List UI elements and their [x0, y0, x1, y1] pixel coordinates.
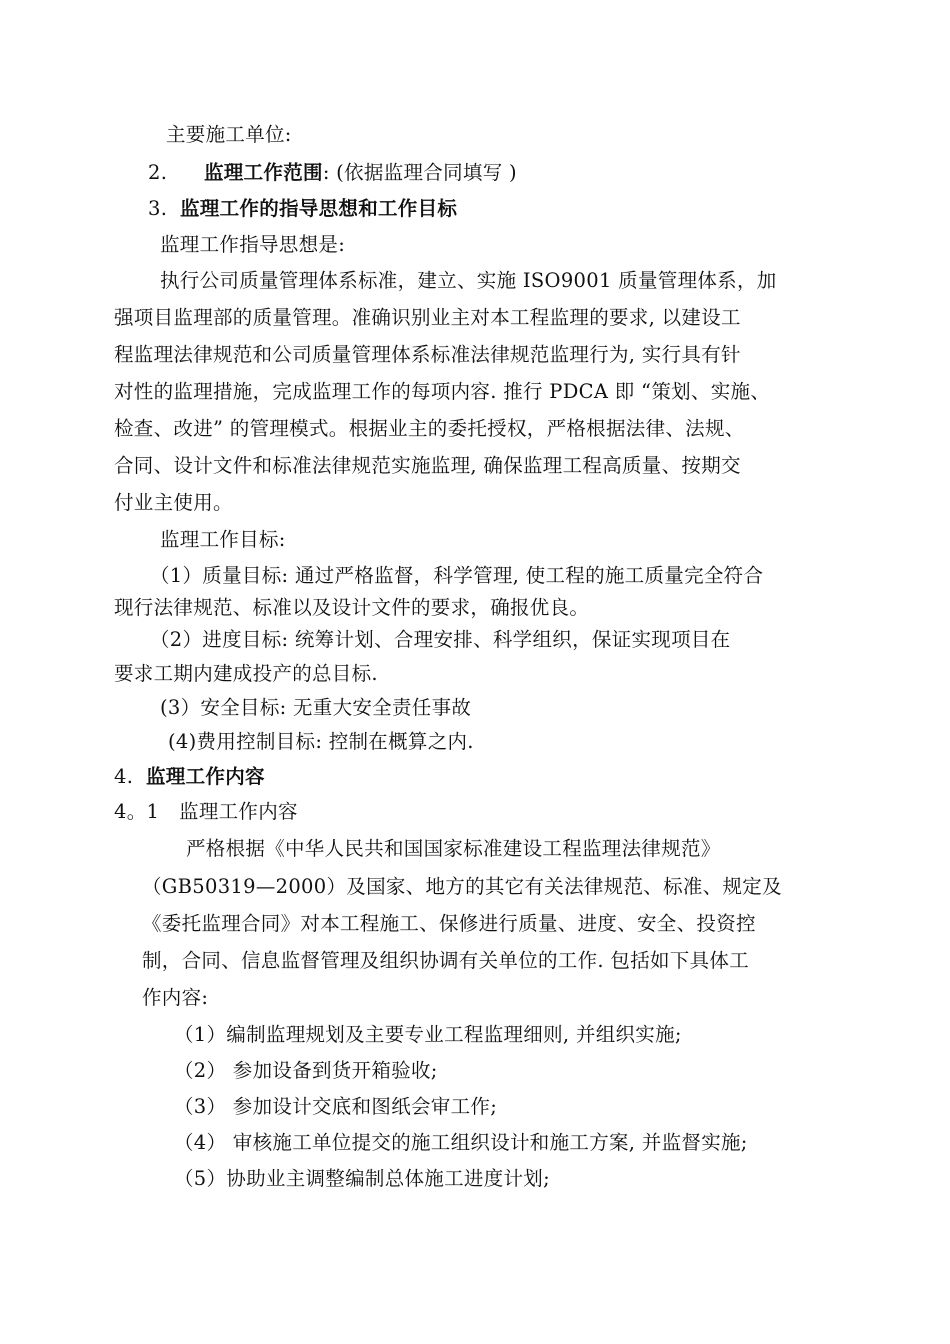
main-units-line: 主要施工单位:	[166, 123, 292, 146]
content-list-item: （1）编制监理规划及主要专业工程监理细则, 并组织实施;	[174, 1023, 682, 1046]
section-2-heading	[148, 160, 517, 186]
subsection-4-1-heading: 4。1 监理工作内容	[114, 800, 298, 823]
content-list-item: （5）协助业主调整编制总体施工进度计划;	[174, 1167, 550, 1190]
section-4-number: 4.	[114, 765, 134, 788]
section-4-title: 监理工作内容	[146, 765, 265, 788]
goal-2-line: （2）进度目标: 统筹计划、合理安排、科学组织，保证实现项目在	[150, 628, 731, 651]
section-2-number: 2.	[148, 161, 168, 184]
guide-para-line: 对性的监理措施，完成监理工作的每项内容. 推行 PDCA 即 “策划、实施、	[114, 380, 771, 403]
section-3-number: 3.	[148, 197, 168, 220]
section-3-heading	[148, 196, 457, 222]
section-2-note: : (依据监理合同填写 )	[322, 161, 517, 184]
goal-4-line: (4)费用控制目标: 控制在概算之内.	[168, 730, 474, 753]
goal-3-line: (3）安全目标: 无重大安全责任事故	[160, 696, 472, 719]
goal-2-line: 要求工期内建成投产的总目标.	[114, 662, 378, 685]
guide-para-line: 合同、设计文件和标准法律规范实施监理, 确保监理工程高质量、按期交	[114, 454, 741, 477]
content-para-line: 作内容:	[142, 986, 209, 1009]
section-2-title: 监理工作范围	[204, 161, 323, 184]
content-list-item: （4） 审核施工单位提交的施工组织设计和施工方案, 并监督实施;	[174, 1131, 748, 1154]
goal-label: 监理工作目标:	[160, 528, 286, 551]
guide-label: 监理工作指导思想是:	[160, 233, 346, 256]
content-list-item: （2） 参加设备到货开箱验收;	[174, 1059, 438, 1082]
content-para-line: 《委托监理合同》对本工程施工、保修进行质量、进度、安全、投资控	[142, 912, 756, 935]
goal-1-line: 现行法律规范、标准以及设计文件的要求，确报优良。	[114, 596, 590, 619]
content-para-line: 制，合同、信息监督管理及组织协调有关单位的工作. 包括如下具体工	[142, 949, 749, 972]
goal-1-line: （1）质量目标: 通过严格监督，科学管理, 使工程的施工质量完全符合	[150, 564, 764, 587]
section-4-heading	[114, 764, 265, 790]
guide-para-line: 检查、改进” 的管理模式。根据业主的委托授权，严格根据法律、法规、	[114, 417, 745, 440]
section-3-title: 监理工作的指导思想和工作目标	[180, 197, 458, 220]
content-para-line: 严格根据《中华人民共和国国家标准建设工程监理法律规范》	[186, 837, 721, 860]
guide-para-line: 执行公司质量管理体系标准，建立、实施 ISO9001 质量管理体系，加	[160, 269, 777, 292]
content-list-item: （3） 参加设计交底和图纸会审工作;	[174, 1095, 498, 1118]
guide-para-line: 程监理法律规范和公司质量管理体系标准法律规范监理行为, 实行具有针	[114, 343, 741, 366]
guide-para-line: 付业主使用。	[114, 491, 233, 514]
guide-para-line: 强项目监理部的质量管理。准确识别业主对本工程监理的要求, 以建设工	[114, 306, 741, 329]
content-para-line: （GB50319—2000）及国家、地方的其它有关法律规范、标准、规定及	[142, 875, 782, 898]
